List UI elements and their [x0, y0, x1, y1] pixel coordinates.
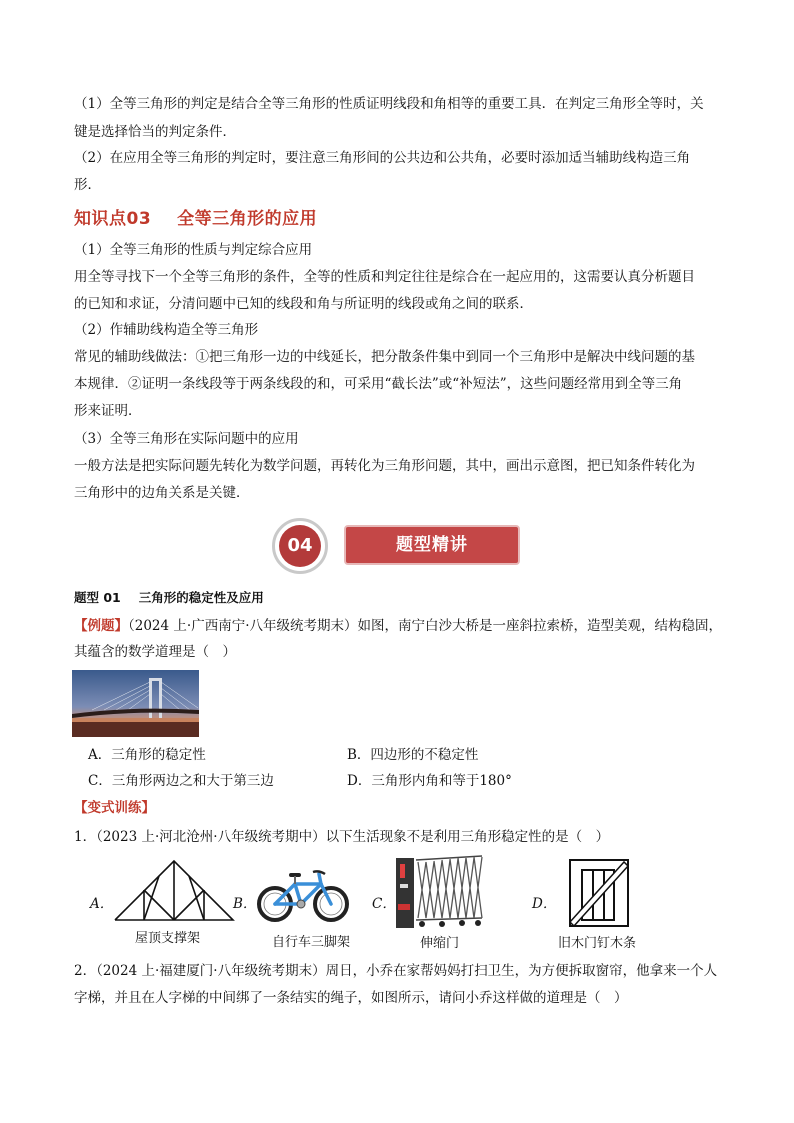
- section-banner: [272, 518, 524, 574]
- kp-s2-line2: 本规律．②证明一条线段等于两条线段的和，可采用“截长法”或“补短法”，这些问题经常用到全等三角: [74, 376, 683, 392]
- q1-choice-b-label: B．: [233, 896, 257, 912]
- example-line2: 其蕴含的数学道理是（ ）: [74, 644, 236, 660]
- kp-s3-title: （3）全等三角形在实际问题中的应用: [74, 431, 299, 447]
- kp-s1-title: （1）全等三角形的性质与判定综合应用: [74, 242, 313, 258]
- intro-p2-line2: 形．: [74, 177, 101, 193]
- kp-s1-line2: 的已知和求证，分清问题中已知的线段和角与所证明的线段或角之间的联系．: [74, 296, 533, 312]
- kp-s2-title: （2）作辅助线构造全等三角形: [74, 322, 259, 338]
- roof-truss-figure: [113, 858, 235, 928]
- q1-choice-c-label: C．: [372, 896, 396, 912]
- example-line1: [74, 616, 734, 636]
- option-b: B．四边形的不稳定性: [347, 747, 479, 763]
- option-a: A．三角形的稳定性: [88, 747, 206, 763]
- intro-p1-line1: （1）全等三角形的判定是结合全等三角形的性质证明线段和角相等的重要工具．在判定三角形全等时，关: [74, 96, 704, 112]
- type01-heading: [74, 588, 734, 608]
- question-2-line2: 字梯，并且在人字梯的中间绑了一条结实的绳子，如图所示，请问小乔这样做的道理是（ ）: [74, 990, 628, 1006]
- question-2-line1: 2．（2024 上·福建厦门·八年级统考期末）周日，小乔在家帮妈妈打扫卫生，为方便拆取窗帘，他拿来一个人: [74, 963, 718, 979]
- banner-number: 04: [279, 525, 321, 567]
- q1-choice-a-label: A．: [90, 896, 114, 912]
- bicycle-figure: [255, 862, 351, 930]
- caption-wooden-door: 旧木门钉木条: [558, 936, 637, 951]
- bridge-photo: [72, 670, 199, 737]
- example-text: （2024 上·广西南宁·八年级统考期末）如图，南宁白沙大桥是一座斜拉索桥，造型美观，结构稳固，: [128, 618, 722, 634]
- option-d: D．三角形内角和等于180°: [347, 773, 512, 789]
- intro-p1-line2: 键是选择恰当的判定条件．: [74, 124, 236, 140]
- caption-retractable-gate: 伸缩门: [420, 936, 460, 951]
- intro-p2-line1: （2）在应用全等三角形的判定时，要注意三角形间的公共边和公共角，必要时添加适当辅助线构造三角: [74, 150, 691, 166]
- option-c: C．三角形两边之和大于第三边: [88, 773, 274, 789]
- question-1: 1．（2023 上·河北沧州·八年级统考期中）以下生活现象不是利用三角形稳定性的是（ ）: [74, 829, 610, 845]
- kp-s1-line1: 用全等寻找下一个全等三角形的条件，全等的性质和判定往往是综合在一起应用的，这需要认真分析题目: [74, 269, 695, 285]
- banner-number-badge: [272, 518, 328, 574]
- banner-title: 题型精讲: [344, 525, 520, 565]
- type01-title: 三角形的稳定性及应用: [138, 590, 264, 605]
- retractable-gate-figure: [392, 854, 484, 936]
- kp-s3-line2: 三角形中的边角关系是关键．: [74, 485, 250, 501]
- kp-s2-line1: 常见的辅助线做法：①把三角形一边的中线延长，把分散条件集中到同一个三角形中是解决中线问题的基: [74, 349, 695, 365]
- type01-label: 题型 01: [74, 590, 121, 605]
- example-tag: 【例题】: [74, 618, 128, 634]
- knowledge-point-title: 全等三角形的应用: [177, 209, 318, 229]
- wooden-door-figure: [568, 858, 630, 932]
- kp-s3-line1: 一般方法是把实际问题先转化为数学问题，再转化为三角形问题，其中，画出示意图，把已知条件转化为: [74, 458, 695, 474]
- kp-s2-line3: 形来证明．: [74, 403, 142, 419]
- caption-roof-truss: 屋顶支撑架: [135, 931, 201, 946]
- variant-tag: 【变式训练】: [74, 800, 155, 816]
- knowledge-point-label: 知识点03: [74, 209, 152, 229]
- knowledge-point-heading: [74, 204, 317, 229]
- q1-choice-d-label: D．: [532, 896, 557, 912]
- caption-bicycle: 自行车三脚架: [272, 935, 351, 950]
